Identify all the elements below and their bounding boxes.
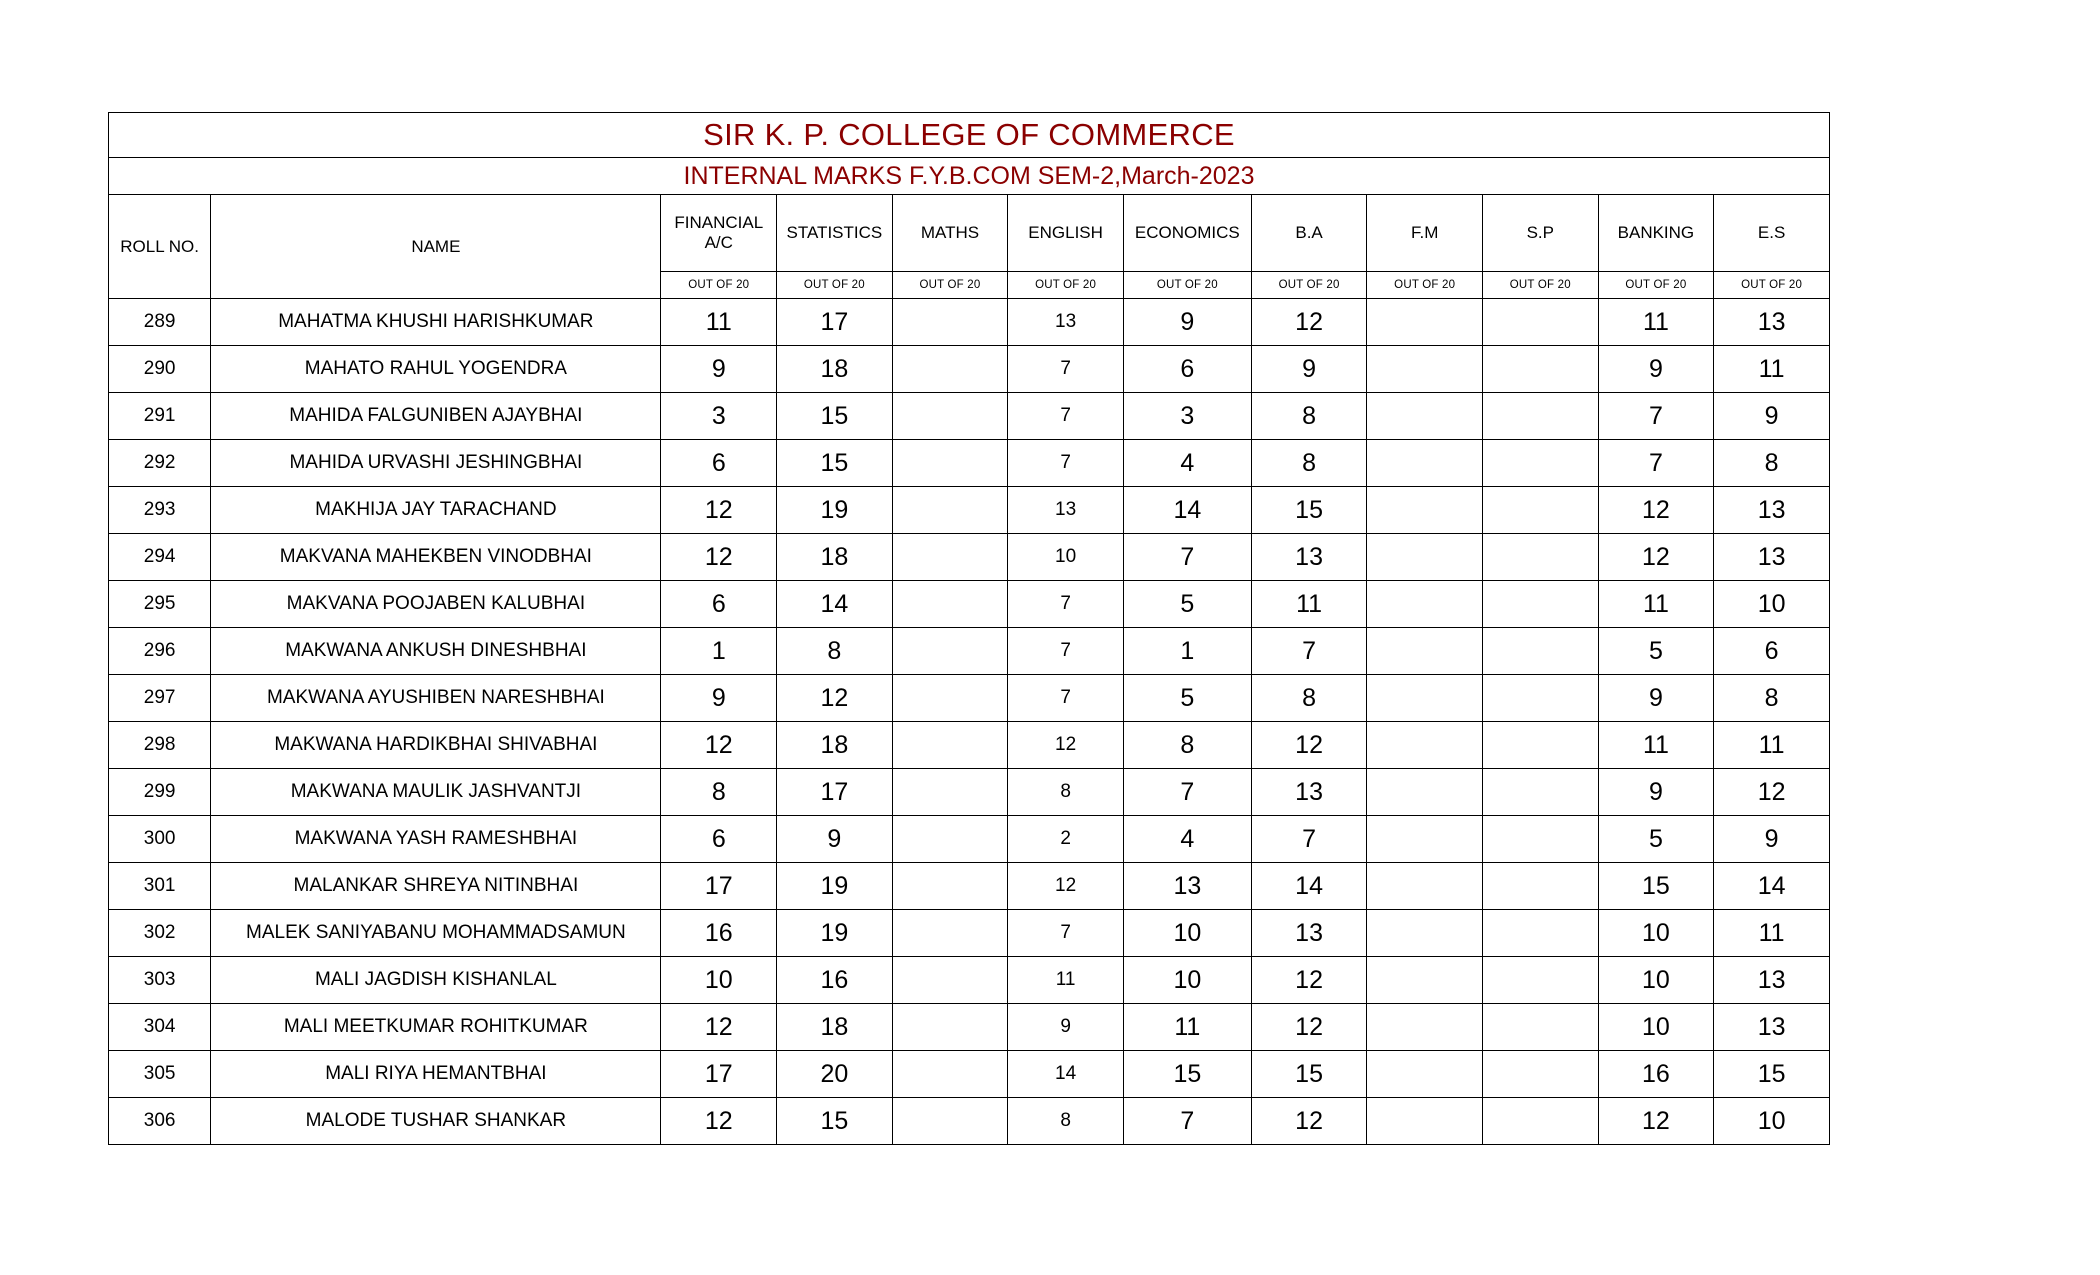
cell-mark: 7 (1008, 440, 1124, 487)
cell-mark: 13 (1008, 299, 1124, 346)
column-header-subject: BANKING (1598, 195, 1714, 272)
cell-mark (1483, 299, 1599, 346)
cell-mark (892, 534, 1008, 581)
cell-student-name: MALI JAGDISH KISHANLAL (211, 957, 661, 1004)
cell-mark (1367, 910, 1483, 957)
cell-mark: 14 (777, 581, 893, 628)
cell-mark: 7 (1251, 816, 1367, 863)
cell-roll-no: 296 (109, 628, 211, 675)
cell-mark (1367, 440, 1483, 487)
cell-mark: 11 (1598, 722, 1714, 769)
column-header-subject: ENGLISH (1008, 195, 1124, 272)
cell-mark: 11 (1123, 1004, 1251, 1051)
cell-mark: 13 (1714, 1004, 1830, 1051)
cell-student-name: MAKWANA MAULIK JASHVANTJI (211, 769, 661, 816)
cell-mark: 9 (1123, 299, 1251, 346)
column-header-subject: FINANCIAL A/C (661, 195, 777, 272)
cell-mark: 9 (1598, 346, 1714, 393)
column-header-out-of: OUT OF 20 (1598, 272, 1714, 299)
cell-mark: 4 (1123, 440, 1251, 487)
cell-mark: 7 (1123, 534, 1251, 581)
cell-mark: 8 (1008, 769, 1124, 816)
cell-mark: 11 (1714, 722, 1830, 769)
cell-mark: 8 (661, 769, 777, 816)
page-title: SIR K. P. COLLEGE OF COMMERCE (109, 113, 1830, 158)
cell-mark: 7 (1008, 675, 1124, 722)
cell-roll-no: 306 (109, 1098, 211, 1145)
cell-mark: 17 (777, 769, 893, 816)
cell-mark: 8 (1123, 722, 1251, 769)
cell-mark: 7 (1123, 1098, 1251, 1145)
cell-mark (1483, 769, 1599, 816)
table-row (109, 816, 1830, 863)
cell-student-name: MAKWANA AYUSHIBEN NARESHBHAI (211, 675, 661, 722)
cell-roll-no: 292 (109, 440, 211, 487)
cell-mark: 12 (1598, 534, 1714, 581)
cell-mark (1483, 487, 1599, 534)
cell-mark (1367, 816, 1483, 863)
cell-mark: 12 (1251, 1098, 1367, 1145)
cell-mark (1483, 816, 1599, 863)
cell-mark (1367, 863, 1483, 910)
cell-mark: 12 (1008, 722, 1124, 769)
cell-mark (892, 675, 1008, 722)
cell-mark: 12 (1251, 957, 1367, 1004)
cell-mark: 7 (1008, 393, 1124, 440)
cell-student-name: MALI MEETKUMAR ROHITKUMAR (211, 1004, 661, 1051)
column-header-out-of: OUT OF 20 (777, 272, 893, 299)
cell-mark (892, 581, 1008, 628)
cell-mark: 16 (777, 957, 893, 1004)
cell-roll-no: 291 (109, 393, 211, 440)
cell-roll-no: 293 (109, 487, 211, 534)
cell-mark: 7 (1008, 628, 1124, 675)
cell-mark: 12 (661, 534, 777, 581)
cell-mark: 11 (1598, 581, 1714, 628)
cell-mark: 6 (661, 581, 777, 628)
cell-student-name: MAHIDA FALGUNIBEN AJAYBHAI (211, 393, 661, 440)
table-row (109, 1004, 1830, 1051)
cell-mark: 10 (1598, 957, 1714, 1004)
cell-mark (892, 769, 1008, 816)
cell-mark (1367, 722, 1483, 769)
column-header-subject: ECONOMICS (1123, 195, 1251, 272)
cell-mark: 10 (1714, 581, 1830, 628)
cell-roll-no: 300 (109, 816, 211, 863)
cell-mark: 9 (1598, 769, 1714, 816)
cell-mark: 8 (1714, 440, 1830, 487)
cell-mark (1367, 534, 1483, 581)
cell-mark (1367, 1004, 1483, 1051)
cell-mark: 9 (1008, 1004, 1124, 1051)
column-header-subject: STATISTICS (777, 195, 893, 272)
cell-mark: 9 (1714, 393, 1830, 440)
cell-mark: 7 (1598, 393, 1714, 440)
cell-mark (1367, 1051, 1483, 1098)
cell-student-name: MAKWANA ANKUSH DINESHBHAI (211, 628, 661, 675)
cell-mark: 13 (1251, 910, 1367, 957)
cell-mark: 15 (777, 1098, 893, 1145)
cell-mark: 12 (661, 487, 777, 534)
cell-mark: 13 (1008, 487, 1124, 534)
cell-student-name: MAKVANA MAHEKBEN VINODBHAI (211, 534, 661, 581)
cell-mark: 14 (1714, 863, 1830, 910)
table-row (109, 581, 1830, 628)
cell-mark: 8 (777, 628, 893, 675)
cell-mark: 11 (1714, 910, 1830, 957)
cell-mark: 14 (1123, 487, 1251, 534)
cell-mark: 17 (661, 1051, 777, 1098)
cell-mark: 4 (1123, 816, 1251, 863)
cell-mark: 6 (661, 816, 777, 863)
cell-mark: 11 (1251, 581, 1367, 628)
cell-mark: 11 (1008, 957, 1124, 1004)
cell-mark (1367, 675, 1483, 722)
cell-mark (1483, 440, 1599, 487)
cell-mark (1483, 1051, 1599, 1098)
cell-mark: 16 (1598, 1051, 1714, 1098)
cell-mark (1483, 581, 1599, 628)
cell-mark (1367, 581, 1483, 628)
title-row (109, 113, 1830, 158)
cell-mark (892, 863, 1008, 910)
cell-mark: 6 (661, 440, 777, 487)
internal-marks-table (108, 112, 1830, 1145)
cell-mark: 8 (1008, 1098, 1124, 1145)
cell-mark: 19 (777, 487, 893, 534)
cell-mark: 13 (1714, 299, 1830, 346)
cell-mark: 15 (1598, 863, 1714, 910)
cell-mark: 10 (1123, 957, 1251, 1004)
cell-mark: 10 (1598, 910, 1714, 957)
cell-mark: 9 (777, 816, 893, 863)
table-row (109, 769, 1830, 816)
cell-mark (1367, 628, 1483, 675)
cell-roll-no: 289 (109, 299, 211, 346)
cell-mark: 14 (1251, 863, 1367, 910)
cell-mark: 5 (1123, 581, 1251, 628)
table-row (109, 440, 1830, 487)
cell-roll-no: 302 (109, 910, 211, 957)
cell-mark: 20 (777, 1051, 893, 1098)
cell-mark (892, 957, 1008, 1004)
cell-mark (1483, 863, 1599, 910)
cell-roll-no: 297 (109, 675, 211, 722)
cell-mark: 5 (1598, 628, 1714, 675)
cell-mark: 13 (1714, 487, 1830, 534)
cell-mark: 17 (777, 299, 893, 346)
cell-mark: 2 (1008, 816, 1124, 863)
cell-mark: 15 (777, 440, 893, 487)
table-row (109, 910, 1830, 957)
cell-mark (1367, 346, 1483, 393)
cell-mark: 13 (1123, 863, 1251, 910)
cell-mark: 12 (777, 675, 893, 722)
cell-mark (892, 1098, 1008, 1145)
cell-mark: 11 (661, 299, 777, 346)
table-row (109, 863, 1830, 910)
cell-mark: 9 (661, 346, 777, 393)
column-header-out-of: OUT OF 20 (1714, 272, 1830, 299)
cell-mark: 14 (1008, 1051, 1124, 1098)
cell-mark: 15 (777, 393, 893, 440)
table-row (109, 628, 1830, 675)
cell-mark: 18 (777, 534, 893, 581)
cell-mark (1483, 1098, 1599, 1145)
marks-sheet (108, 112, 1830, 1145)
table-row (109, 487, 1830, 534)
column-header-out-of: OUT OF 20 (1251, 272, 1367, 299)
cell-mark: 9 (1714, 816, 1830, 863)
cell-mark: 12 (1251, 1004, 1367, 1051)
cell-roll-no: 304 (109, 1004, 211, 1051)
cell-mark: 18 (777, 1004, 893, 1051)
table-row (109, 722, 1830, 769)
cell-mark (1483, 957, 1599, 1004)
column-header-subject: E.S (1714, 195, 1830, 272)
column-header-out-of: OUT OF 20 (1123, 272, 1251, 299)
cell-mark: 17 (661, 863, 777, 910)
cell-roll-no: 301 (109, 863, 211, 910)
cell-roll-no: 298 (109, 722, 211, 769)
cell-mark (1367, 487, 1483, 534)
column-header-out-of: OUT OF 20 (1483, 272, 1599, 299)
cell-mark: 12 (661, 1004, 777, 1051)
table-row (109, 1098, 1830, 1145)
cell-mark: 10 (1123, 910, 1251, 957)
header-row (109, 195, 1830, 272)
cell-mark (892, 299, 1008, 346)
cell-mark (892, 816, 1008, 863)
cell-mark: 7 (1008, 910, 1124, 957)
column-header-subject: MATHS (892, 195, 1008, 272)
cell-mark: 6 (1714, 628, 1830, 675)
cell-mark: 13 (1251, 769, 1367, 816)
table-row (109, 299, 1830, 346)
cell-mark: 11 (1598, 299, 1714, 346)
cell-mark: 1 (661, 628, 777, 675)
cell-mark (892, 1051, 1008, 1098)
cell-mark: 13 (1251, 534, 1367, 581)
column-header-out-of: OUT OF 20 (892, 272, 1008, 299)
cell-mark (1483, 393, 1599, 440)
cell-mark: 7 (1123, 769, 1251, 816)
cell-student-name: MAHIDA URVASHI JESHINGBHAI (211, 440, 661, 487)
cell-mark: 12 (1251, 299, 1367, 346)
cell-mark: 1 (1123, 628, 1251, 675)
column-header-name: NAME (211, 195, 661, 299)
cell-mark (892, 910, 1008, 957)
cell-mark (892, 346, 1008, 393)
cell-mark (1483, 722, 1599, 769)
cell-student-name: MAHATMA KHUSHI HARISHKUMAR (211, 299, 661, 346)
cell-mark (1483, 346, 1599, 393)
cell-mark: 16 (661, 910, 777, 957)
cell-student-name: MAKHIJA JAY TARACHAND (211, 487, 661, 534)
cell-mark: 7 (1598, 440, 1714, 487)
cell-mark (1367, 299, 1483, 346)
cell-mark: 12 (661, 722, 777, 769)
cell-mark: 8 (1251, 675, 1367, 722)
cell-mark: 15 (1714, 1051, 1830, 1098)
table-row (109, 675, 1830, 722)
cell-mark: 7 (1008, 346, 1124, 393)
column-header-subject: S.P (1483, 195, 1599, 272)
cell-mark: 15 (1123, 1051, 1251, 1098)
cell-mark: 18 (777, 346, 893, 393)
cell-mark: 3 (661, 393, 777, 440)
cell-roll-no: 299 (109, 769, 211, 816)
cell-student-name: MALI RIYA HEMANTBHAI (211, 1051, 661, 1098)
cell-student-name: MAHATO RAHUL YOGENDRA (211, 346, 661, 393)
cell-mark: 12 (1598, 1098, 1714, 1145)
cell-mark: 8 (1714, 675, 1830, 722)
cell-mark (892, 722, 1008, 769)
column-header-roll-no: ROLL NO. (109, 195, 211, 299)
page-subtitle: INTERNAL MARKS F.Y.B.COM SEM-2,March-2023 (109, 158, 1830, 195)
column-header-out-of: OUT OF 20 (1008, 272, 1124, 299)
cell-mark (892, 628, 1008, 675)
cell-mark (1483, 1004, 1599, 1051)
cell-mark: 18 (777, 722, 893, 769)
cell-mark: 5 (1123, 675, 1251, 722)
cell-mark (1367, 769, 1483, 816)
cell-mark: 9 (661, 675, 777, 722)
cell-student-name: MALEK SANIYABANU MOHAMMADSAMUN (211, 910, 661, 957)
cell-mark (892, 1004, 1008, 1051)
subtitle-row (109, 158, 1830, 195)
cell-roll-no: 290 (109, 346, 211, 393)
cell-mark: 10 (1008, 534, 1124, 581)
cell-mark: 7 (1251, 628, 1367, 675)
table-row (109, 393, 1830, 440)
cell-mark: 6 (1123, 346, 1251, 393)
cell-mark: 12 (1008, 863, 1124, 910)
cell-mark: 11 (1714, 346, 1830, 393)
cell-mark: 12 (1598, 487, 1714, 534)
cell-mark (892, 440, 1008, 487)
cell-mark: 13 (1714, 534, 1830, 581)
cell-mark (1483, 910, 1599, 957)
cell-roll-no: 305 (109, 1051, 211, 1098)
column-header-out-of: OUT OF 20 (1367, 272, 1483, 299)
cell-roll-no: 295 (109, 581, 211, 628)
cell-mark (1483, 675, 1599, 722)
cell-mark: 15 (1251, 1051, 1367, 1098)
cell-mark (1367, 957, 1483, 1004)
table-row (109, 346, 1830, 393)
cell-mark: 8 (1251, 393, 1367, 440)
cell-mark: 5 (1598, 816, 1714, 863)
cell-mark (1483, 628, 1599, 675)
cell-student-name: MAKWANA YASH RAMESHBHAI (211, 816, 661, 863)
cell-student-name: MAKVANA POOJABEN KALUBHAI (211, 581, 661, 628)
cell-mark: 13 (1714, 957, 1830, 1004)
cell-mark (1367, 1098, 1483, 1145)
cell-mark: 12 (1714, 769, 1830, 816)
cell-mark: 19 (777, 863, 893, 910)
cell-mark: 3 (1123, 393, 1251, 440)
cell-mark: 19 (777, 910, 893, 957)
column-header-subject: B.A (1251, 195, 1367, 272)
cell-mark: 12 (1251, 722, 1367, 769)
cell-roll-no: 294 (109, 534, 211, 581)
cell-mark (1367, 393, 1483, 440)
cell-mark (892, 487, 1008, 534)
cell-mark: 10 (661, 957, 777, 1004)
cell-mark: 15 (1251, 487, 1367, 534)
cell-mark: 10 (1714, 1098, 1830, 1145)
cell-mark: 9 (1598, 675, 1714, 722)
cell-student-name: MALANKAR SHREYA NITINBHAI (211, 863, 661, 910)
cell-mark (1483, 534, 1599, 581)
table-row (109, 957, 1830, 1004)
cell-mark: 7 (1008, 581, 1124, 628)
column-header-out-of: OUT OF 20 (661, 272, 777, 299)
cell-mark: 8 (1251, 440, 1367, 487)
cell-mark (892, 393, 1008, 440)
cell-student-name: MALODE TUSHAR SHANKAR (211, 1098, 661, 1145)
cell-mark: 10 (1598, 1004, 1714, 1051)
cell-mark: 12 (661, 1098, 777, 1145)
cell-student-name: MAKWANA HARDIKBHAI SHIVABHAI (211, 722, 661, 769)
cell-mark: 9 (1251, 346, 1367, 393)
table-row (109, 1051, 1830, 1098)
column-header-subject: F.M (1367, 195, 1483, 272)
table-row (109, 534, 1830, 581)
cell-roll-no: 303 (109, 957, 211, 1004)
